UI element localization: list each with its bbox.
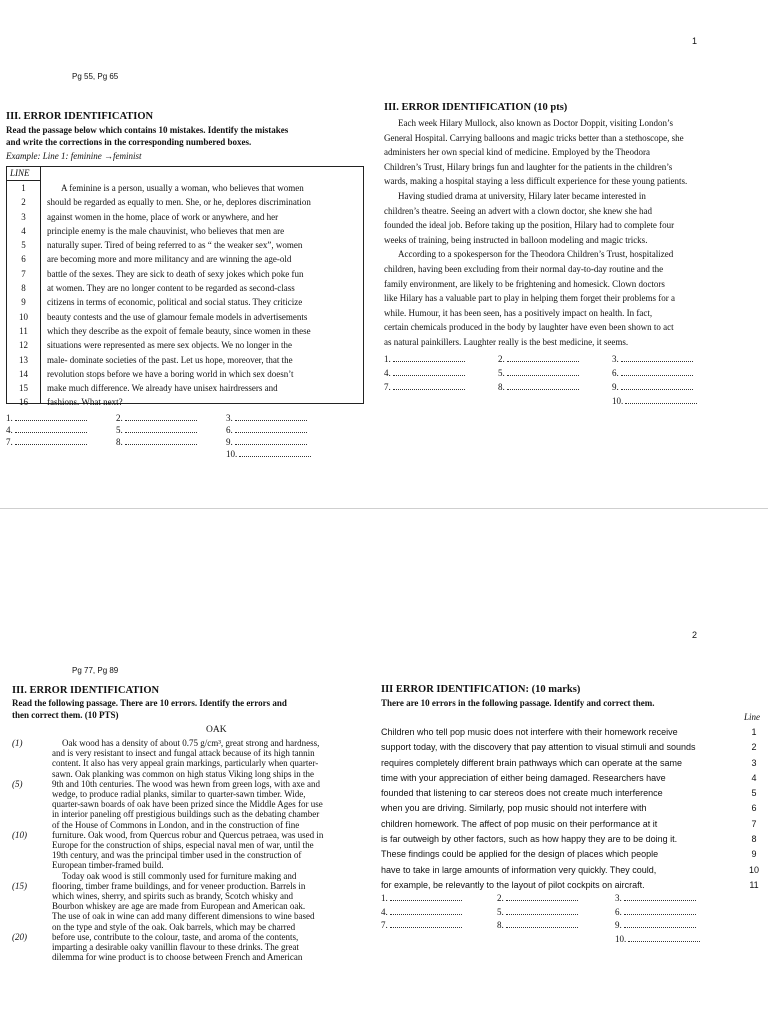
- passage-line: Europe for the construction of ships, especial naval men of war, until the: [52, 840, 314, 851]
- answer-label: 6.: [615, 906, 622, 917]
- answer-label: 7.: [6, 437, 13, 447]
- passage-line: Each week Hilary Mullock, also known as Doctor Doppit, visiting London’s: [398, 118, 673, 128]
- answer-blank[interactable]: [393, 381, 465, 390]
- answer-label: 9.: [612, 382, 619, 392]
- passage-line: principle enemy is the male chauvinist, who believes that men are: [47, 225, 285, 236]
- answer-blank[interactable]: [235, 424, 307, 433]
- answer-label: 8.: [116, 437, 123, 447]
- answer-label: 8.: [497, 920, 504, 930]
- line-number: 11: [19, 325, 28, 336]
- passage-text: [384, 116, 764, 350]
- answer-blank[interactable]: [393, 353, 465, 362]
- page-number: 1: [692, 36, 698, 46]
- passage-line: 9th and 10th centuries. The wood was hewn from green logs, with axe and: [52, 778, 321, 789]
- instruction-line-2: then correct them. (10 PTS): [12, 710, 119, 720]
- line-marker: [12, 799, 52, 809]
- answer-blank[interactable]: [393, 367, 465, 376]
- line-number: 3: [751, 757, 757, 768]
- answer-blank[interactable]: [15, 436, 87, 445]
- line-number: 10: [19, 311, 28, 322]
- passage-line: fashions. What next?: [47, 397, 123, 408]
- line-marker: [12, 952, 52, 962]
- oak-passage: [12, 738, 374, 962]
- answer-label: 4.: [381, 906, 388, 917]
- passage-line: on the type and style of the oak. Oak barrels, which may be charred: [52, 921, 296, 932]
- answer-label: 10.: [612, 396, 624, 406]
- line-marker: [12, 789, 52, 799]
- instruction-line: There are 10 errors in the following passage. Identify and correct them.: [381, 698, 655, 708]
- line-marker: [12, 911, 52, 921]
- line-number: 1: [751, 727, 757, 737]
- answer-label: 2.: [116, 413, 123, 423]
- pop-music-passage: [381, 725, 765, 893]
- answer-blank[interactable]: [621, 353, 693, 362]
- answer-blank[interactable]: [15, 412, 87, 421]
- line-marker: [12, 748, 52, 758]
- passage-line: before use, contribute to the colour, taste, and aroma of the contents,: [52, 931, 299, 942]
- passage-line: weeks of training, being instructed in balloon modeling and magic tricks.: [384, 234, 648, 245]
- answer-label: 2.: [498, 354, 505, 364]
- answer-label: 9.: [226, 437, 233, 447]
- page-number: 2: [692, 630, 698, 640]
- answer-label: 10.: [615, 933, 627, 944]
- answer-blank[interactable]: [390, 919, 462, 928]
- line-number: 16: [19, 397, 28, 408]
- line-marker: [12, 840, 52, 850]
- answer-blank[interactable]: [621, 381, 693, 390]
- passage-line: and is very resistant to insect and fungal attack because of its high tannin: [52, 748, 315, 759]
- answer-label: 7.: [381, 920, 388, 930]
- line-column-header: LINE: [10, 168, 30, 178]
- line-column-header: Line: [744, 712, 761, 722]
- passage-line: of the House of Commons in London, and in the construction of fine: [52, 819, 300, 830]
- instruction-line-1: Read the following passage. There are 10 errors. Identify the errors and: [12, 698, 287, 708]
- passage-line: in interior paneling off prestigious buildings such as the debating chamber: [52, 809, 320, 820]
- answer-grid: [381, 892, 725, 946]
- line-marker: [12, 769, 52, 779]
- answer-label: 1.: [6, 413, 13, 423]
- answer-blank[interactable]: [507, 353, 579, 362]
- line-number: 4: [751, 772, 757, 783]
- passage-line: content. It also has very appeal grain markings, particularly when quarter-: [52, 758, 319, 769]
- passage-line: have to take in large amounts of information very quickly. They could,: [381, 864, 657, 875]
- answer-label: 5.: [498, 368, 505, 378]
- passage-line: Children who tell pop music does not interfere with their homework receive: [381, 727, 678, 737]
- passage-box: [6, 166, 364, 408]
- passage-line: should be regarded as equally to men. She, or he, deplores discrimination: [47, 197, 311, 208]
- passage-line: naturally super. Tired of being referred to as “ the weaker sex”, women: [47, 240, 303, 251]
- passage-line: children’s theatre. Seeing an advert with a clown doctor, she knew she had: [384, 205, 653, 216]
- line-column-divider: [40, 167, 41, 403]
- answer-label: 1.: [384, 354, 391, 364]
- line-number: 10: [748, 864, 759, 875]
- page-reference: Pg 77, Pg 89: [72, 666, 119, 675]
- line-numbers: [7, 181, 40, 410]
- answer-label: 6.: [226, 425, 233, 435]
- answer-blank[interactable]: [624, 906, 696, 915]
- answer-blank[interactable]: [235, 412, 307, 421]
- passage-line: wards, making a hospital staying a less difficult experience for these young patients.: [384, 176, 688, 187]
- passage-line: The use of oak in wine can add many different dimensions to wine based: [52, 911, 315, 922]
- passage-line: quarter-sawn boards of oak have been prized since the Middle Ages for use: [52, 799, 323, 810]
- answer-blank[interactable]: [507, 381, 579, 390]
- line-marker: [12, 901, 52, 911]
- answer-label: 6.: [612, 368, 619, 378]
- passage-line: founded the ideal job. Before taking up the position, Hilary had to complete four: [384, 220, 675, 231]
- passage-line: dilemma for wine product is to choose between French and American: [52, 952, 303, 963]
- answer-blank[interactable]: [235, 436, 307, 445]
- passage-line: while. Humour, it has been seen, has a positively impact on health. In fact,: [384, 307, 653, 318]
- line-number: 9: [21, 297, 26, 308]
- line-number: 2: [751, 742, 757, 753]
- line-marker: [12, 809, 52, 819]
- passage-line: is far outweigh by other factors, such as how happy they are to be doing it.: [381, 834, 678, 845]
- page-reference: Pg 55, Pg 65: [72, 72, 119, 81]
- answer-blank[interactable]: [506, 906, 578, 915]
- passage-line: Having studied drama at university, Hilary later became interested in: [398, 190, 646, 201]
- answer-label: 3.: [615, 893, 622, 903]
- line-marker: (10): [12, 829, 27, 840]
- passage-line: against women in the home, place of work or anywhere, and her: [47, 211, 279, 222]
- section-heading: III. ERROR IDENTIFICATION: [12, 685, 160, 696]
- line-number: 5: [751, 788, 757, 799]
- line-marker: (5): [12, 778, 23, 789]
- answer-label: 5.: [497, 906, 504, 917]
- passage-line: According to a spokesperson for the Theodora Children’s Trust, hospitalized: [398, 249, 674, 260]
- line-number: 1: [21, 183, 26, 193]
- line-number: 11: [749, 879, 759, 890]
- line-number: 4: [21, 225, 26, 236]
- section-heading: III. ERROR IDENTIFICATION (10 pts): [384, 102, 568, 113]
- passage-line: make much difference. We already have unisex hairdressers and: [47, 383, 278, 394]
- page-separator: [0, 508, 768, 509]
- answer-label: 7.: [384, 382, 391, 392]
- line-marker: [12, 922, 52, 932]
- passage-line: family environment, are likely to be frightening and homesick. Clown doctors: [384, 278, 665, 289]
- answer-label: 2.: [497, 893, 504, 903]
- answer-grid: [384, 352, 722, 408]
- answer-label: 3.: [226, 413, 233, 423]
- passage-line: children, having been excluding from their normal day-to-day routine and the: [384, 263, 664, 274]
- line-number: 6: [751, 803, 757, 814]
- line-marker: [12, 891, 52, 901]
- line-number: 15: [19, 383, 28, 394]
- passage-line: Children’s Trust, Hilary brings fun and laughter for the patients in the children’s: [384, 161, 673, 172]
- answer-label: 10.: [226, 449, 238, 459]
- passage-line: Oak wood has a density of about 0.75 g/cm³, great strong and hardness,: [62, 738, 320, 748]
- passage-line: as natural painkillers. Laughter really is the best medicine, it seems.: [384, 336, 629, 347]
- answer-blank[interactable]: [506, 892, 578, 901]
- passage-line: European timber-framed build.: [52, 860, 164, 871]
- answer-blank[interactable]: [390, 906, 462, 915]
- instruction-line-2: and write the corrections in the corresponding numbered boxes.: [6, 137, 252, 147]
- passage-line: Bourbon whiskey are age are made from European and American oak.: [52, 901, 306, 912]
- answer-label: 4.: [6, 425, 13, 435]
- passage-line: imparting a desirable oaky vanillin flavour to these drinks. The great: [52, 942, 300, 953]
- answer-blank[interactable]: [125, 436, 197, 445]
- passage-line: battle of the sexes. They are sick to death of sexy jokes which poke fun: [47, 268, 304, 279]
- section-heading: III ERROR IDENTIFICATION: (10 marks): [381, 684, 581, 695]
- answer-label: 4.: [384, 368, 391, 378]
- example-line: Example: Line 1: feminine →feminist: [6, 151, 142, 161]
- line-number: 7: [751, 818, 757, 829]
- passage-line: support today, with the discovery that pay attention to visual stimuli and sounds: [381, 742, 696, 753]
- passage-line: like Hilary has a valuable part to play in helping them forget their problems for a: [384, 293, 675, 304]
- passage-line: situations were represented as mere sex objects. We no longer in the: [47, 340, 293, 351]
- section-heading: III. ERROR IDENTIFICATION: [6, 111, 154, 122]
- passage-line: General Hospital. Carrying balloons and magic tricks better than a stethoscope, she: [384, 132, 684, 143]
- passage-line: which wines, sherry, and spirits such as brandy, Scotch whisky and: [52, 891, 294, 902]
- line-number: 3: [21, 211, 26, 222]
- passage-line: These findings could be applied for the design of places which people: [381, 849, 659, 860]
- line-marker: (20): [12, 931, 27, 942]
- answer-blank[interactable]: [125, 424, 197, 433]
- answer-blank[interactable]: [621, 367, 693, 376]
- passage-line: revolution stops before we have a boring world in which sex doesn’t: [47, 368, 294, 379]
- answer-blank[interactable]: [239, 448, 311, 457]
- passage-line: requires completely different brain pathways which can operate at the same: [381, 757, 682, 768]
- passage-title: OAK: [206, 725, 227, 735]
- line-marker: [12, 850, 52, 860]
- answer-blank[interactable]: [624, 892, 696, 901]
- answer-label: 9.: [615, 920, 622, 930]
- answer-label: 8.: [498, 382, 505, 392]
- passage-text: [47, 181, 359, 410]
- line-marker: [12, 942, 52, 952]
- passage-line: beauty contests and the use of glamour female models in advertisements: [47, 311, 308, 322]
- line-marker: (1): [12, 738, 23, 748]
- answer-blank[interactable]: [625, 395, 697, 404]
- answer-blank[interactable]: [624, 919, 696, 928]
- passage-line: sawn. Oak planking was common on high status Viking long ships in the: [52, 768, 315, 779]
- answer-blank[interactable]: [15, 424, 87, 433]
- passage-line: when you are driving. Similarly, pop music should not interfere with: [381, 803, 647, 814]
- passage-line: children homework. The affect of pop music on their performance at it: [381, 818, 658, 829]
- passage-line: for example, be relevantly to the layout of pilot cockpits on aircraft.: [381, 879, 645, 890]
- passage-line: furniture. Oak wood, from Quercus robur and Quercus petraea, was used in: [52, 829, 324, 840]
- passage-line: at women. They are no longer content to be regarded as second-class: [47, 283, 295, 294]
- line-number: 8: [21, 283, 26, 294]
- passage-line: are becoming more and more militancy and are winning the age-old: [47, 254, 292, 265]
- answer-blank[interactable]: [390, 892, 462, 901]
- passage-line: A feminine is a person, usually a woman, who believes that women: [61, 183, 304, 193]
- line-number: 13: [19, 354, 28, 365]
- line-number: 8: [751, 834, 757, 845]
- line-number: 14: [19, 368, 28, 379]
- passage-line: Today oak wood is still commonly used for furniture making and: [62, 870, 297, 881]
- answer-blank[interactable]: [507, 367, 579, 376]
- passage-line: citizens in terms of economic, political and social status. They criticize: [47, 297, 303, 308]
- passage-line: which they describe as the expoit of female beauty, since women in these: [47, 325, 311, 336]
- answer-blank[interactable]: [125, 412, 197, 421]
- line-marker: [12, 758, 52, 768]
- line-number: 7: [21, 268, 26, 279]
- line-number: 12: [19, 340, 28, 351]
- answer-grid: [6, 412, 336, 460]
- passage-line: founded that listening to car stereos does not create much interference: [381, 788, 663, 799]
- passage-line: male- dominate societies of the past. Let us hope, moreover, that the: [47, 354, 293, 365]
- line-number: 6: [21, 254, 26, 265]
- passage-line: administers her own special kind of medicine. Employed by the Theodora: [384, 147, 651, 158]
- instruction-line-1: Read the passage below which contains 10 mistakes. Identify the mistakes: [6, 125, 289, 135]
- answer-blank[interactable]: [506, 919, 578, 928]
- line-marker: [12, 820, 52, 830]
- line-marker: [12, 860, 52, 870]
- answer-label: 5.: [116, 425, 123, 435]
- line-marker: (15): [12, 880, 27, 891]
- line-number: 2: [21, 197, 26, 208]
- answer-label: 3.: [612, 354, 619, 364]
- line-number: 5: [21, 240, 26, 251]
- line-marker: [12, 871, 52, 881]
- passage-line: certain chemicals produced in the body by laughter have even been shown to act: [384, 322, 674, 333]
- passage-line: flooring, timber frame buildings, and for veneer production. Barrels in: [52, 880, 306, 891]
- line-number: 9: [751, 849, 757, 860]
- answer-label: 1.: [381, 893, 388, 903]
- answer-blank[interactable]: [628, 933, 700, 942]
- passage-line: time with your appreciation of either being damaged. Researchers have: [381, 772, 666, 783]
- passage-line: 19th century, and was the principal timber used in the construction of: [52, 850, 302, 861]
- passage-line: wedge, to produce radial planks, similar to quarter-sawn timber. Wide,: [52, 789, 306, 800]
